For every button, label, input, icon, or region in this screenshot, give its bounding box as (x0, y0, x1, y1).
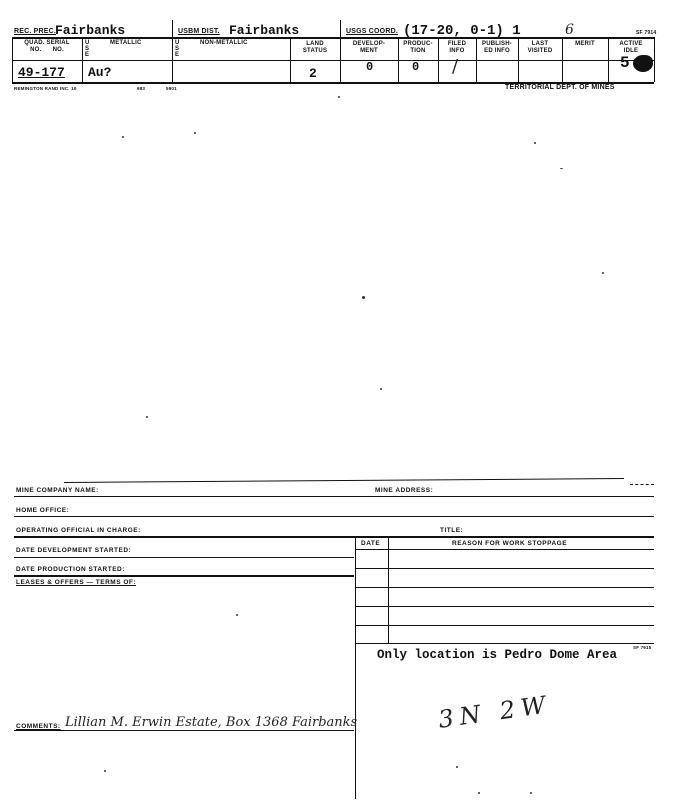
col-divider (438, 37, 439, 82)
scan-speck (362, 296, 365, 299)
card-top-edge (64, 478, 624, 483)
mine-company-label: MINE COMPANY NAME: (16, 487, 99, 494)
scan-speck (534, 142, 536, 144)
use-letter: E (175, 52, 180, 58)
metallic-header: METALLIC (110, 40, 142, 46)
scan-speck (478, 792, 480, 794)
col-divider (476, 37, 477, 82)
use-letters-metallic (85, 40, 90, 58)
land-status-value: 2 (309, 66, 317, 81)
rec-prec-label: REC. PREC. (14, 28, 57, 35)
col-divider (654, 37, 655, 82)
scan-speck (456, 766, 458, 768)
scan-speck (146, 416, 148, 418)
scan-speck (380, 388, 382, 390)
land-status-header: LAND STATUS (302, 41, 328, 54)
scan-speck (194, 132, 196, 134)
rule (356, 606, 654, 607)
printer-code: 5901 (166, 86, 177, 91)
date-column-label: DATE (361, 540, 381, 547)
col-divider (12, 37, 13, 82)
usbm-dist-value: Fairbanks (229, 23, 300, 38)
date-column-divider (388, 537, 389, 643)
rec-prec-value: Fairbanks (55, 23, 126, 38)
rule (356, 549, 654, 550)
rule (14, 516, 654, 517)
col-divider (398, 37, 399, 82)
active-idle-header: ACTIVE IDLE (619, 41, 643, 54)
date-production-started-label: DATE PRODUCTION STARTED: (16, 566, 125, 573)
non-metallic-header: NON-METALLIC (200, 40, 248, 46)
production-header: PRODUC- TION (403, 41, 433, 54)
merit-header: MERIT (575, 41, 595, 47)
comments-value: Lillian M. Erwin Estate, Box 1368 Fairbanks (65, 715, 358, 730)
scan-speck (236, 614, 238, 616)
mine-address-label: MINE ADDRESS: (375, 487, 434, 494)
form-number-top: SF 7914 (636, 30, 657, 36)
scan-speck (560, 168, 563, 169)
comments-label: COMMENTS: (16, 723, 61, 730)
header-bottom-rule (12, 60, 654, 61)
col-divider (608, 37, 609, 82)
col-divider (562, 37, 563, 82)
metallic-value: Au? (88, 65, 112, 80)
scan-speck (122, 136, 124, 138)
reason-for-work-stoppage-label: REASON FOR WORK STOPPAGE (452, 540, 568, 547)
scan-speck (338, 96, 340, 98)
last-visited-header: LAST VISITED (527, 41, 553, 54)
col-divider (172, 20, 173, 82)
printer-text: REMINGTON RAND INC. 10 (14, 86, 77, 91)
rule (14, 575, 354, 577)
serial-number: 49-177 (18, 65, 65, 80)
center-divider (355, 537, 356, 799)
rule (356, 643, 654, 644)
title-label: TITLE: (440, 527, 464, 534)
use-letter: U (175, 40, 180, 46)
col-divider (518, 37, 519, 82)
card-edge-dash (630, 484, 654, 485)
active-idle-value: 5 (620, 54, 630, 72)
filed-info-header: FILED INFO (447, 41, 467, 54)
leases-offers-label: LEASES & OFFERS — TERMS OF: (16, 579, 137, 586)
printer-code: 983 (137, 86, 146, 91)
production-value: 0 (412, 60, 420, 74)
development-header: DEVELOP- MENT (352, 41, 386, 54)
scan-speck (602, 272, 604, 274)
col-divider (290, 37, 291, 82)
use-letter: U (85, 40, 90, 46)
use-letters-nonmetallic (175, 40, 180, 58)
filed-info-value: / (452, 56, 459, 77)
use-letter: E (85, 52, 90, 58)
rule (356, 568, 654, 569)
rule (14, 557, 354, 558)
handwritten-township-range: 3N 2W (436, 690, 554, 734)
usgs-coord-value: (17-20, 0-1) 1 (403, 23, 521, 39)
development-value: 0 (366, 60, 374, 74)
rule (14, 536, 654, 538)
quad-serial-header: QUAD. SERIAL NO. NO. (24, 40, 70, 53)
coord-handwritten-mark: 6 (565, 22, 574, 38)
use-letter: S (175, 46, 180, 52)
home-office-label: HOME OFFICE: (16, 507, 70, 514)
col-divider (82, 37, 83, 82)
scan-speck (104, 770, 106, 772)
col-divider (340, 20, 341, 82)
rule (14, 730, 354, 731)
published-info-header: PUBLISH- ED INFO (482, 41, 512, 54)
rule (356, 625, 654, 626)
dept-text: TERRITORIAL DEPT. OF MINES (505, 84, 615, 91)
date-development-started-label: DATE DEVELOPMENT STARTED: (16, 547, 132, 554)
scan-speck (530, 792, 532, 794)
rule (14, 496, 654, 497)
usbm-dist-label: USBM DIST. (178, 28, 220, 35)
form-number-bottom: SF 7915 (633, 645, 652, 650)
operating-official-label: OPERATING OFFICIAL IN CHARGE: (16, 527, 141, 534)
ink-blot (633, 55, 653, 72)
usgs-coord-label: USGS COORD. (346, 28, 398, 35)
location-note: Only location is Pedro Dome Area (377, 648, 618, 662)
use-letter: S (85, 46, 90, 52)
rule (356, 587, 654, 588)
header-top-rule (12, 37, 654, 39)
